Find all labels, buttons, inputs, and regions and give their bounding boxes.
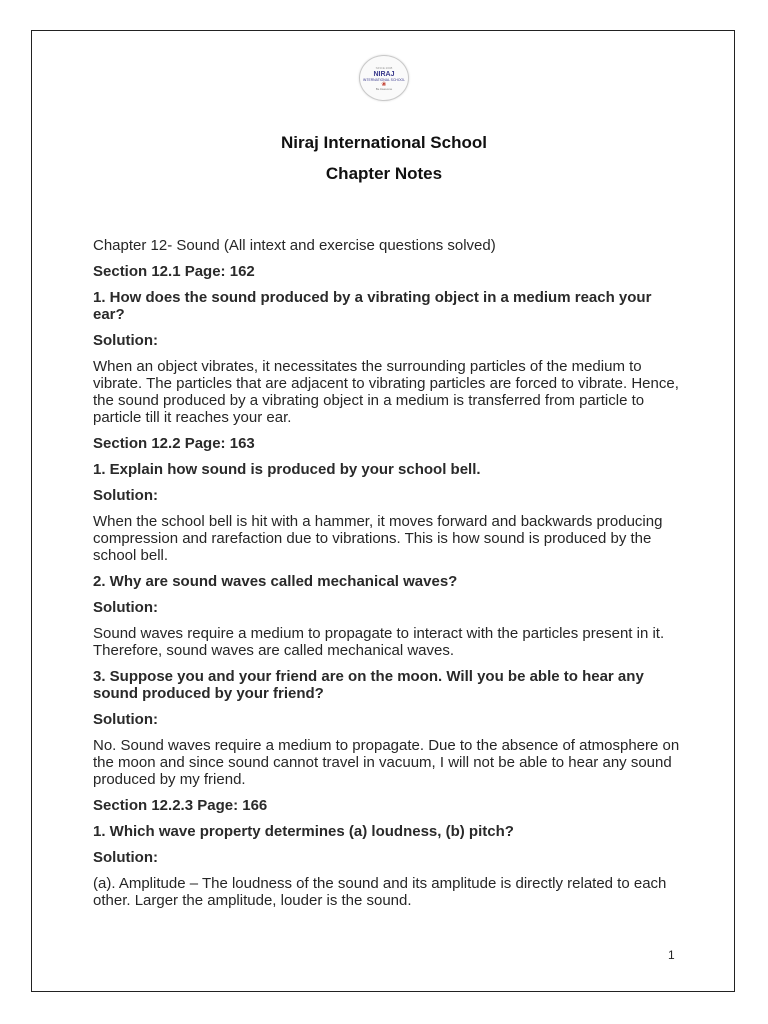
paragraph: When the school bell is hit with a hammer, it moves forward and backwards producing compression and rarefaction due to vibrations. This is how sound is produced by the school bell. <box>93 513 663 564</box>
heading-line: Section 12.2 Page: 163 <box>93 435 255 452</box>
heading-line: 3. Suppose you and your friend are on the moon. Will you be able to hear any sound produced by your friend? <box>93 668 644 702</box>
paragraph: No. Sound waves require a medium to propagate. Due to the absence of atmosphere on the moon and since sound cannot travel in vacuum, I will not be able to hear any sound produced by my friend. <box>93 737 680 788</box>
document-body <box>93 237 683 918</box>
logo-subtitle: INTERNATIONAL SCHOOL <box>362 77 405 82</box>
heading-line: Solution: <box>93 711 158 728</box>
school-name: Niraj International School <box>281 133 487 152</box>
paragraph: Sound waves require a medium to propagate to interact with the particles present in it. Therefore, sound waves are called mechanical waves. <box>93 625 665 659</box>
heading-line: 1. Which wave property determines (a) loudness, (b) pitch? <box>93 823 514 840</box>
logo-motto: Be Awesome <box>375 86 393 91</box>
heading-line: 1. Explain how sound is produced by your school bell. <box>93 461 481 478</box>
heading-line: Solution: <box>93 599 158 616</box>
logo-name: NIRAJ <box>373 70 395 78</box>
heading-line: Solution: <box>93 332 158 349</box>
heading-line: Section 12.2.3 Page: 166 <box>93 797 268 814</box>
paragraph: (a). Amplitude – The loudness of the sound and its amplitude is directly related to each other. Larger the amplitude, louder is the sound. <box>93 875 667 909</box>
heading-line: 1. How does the sound produced by a vibrating object in a medium reach your ear? <box>93 289 652 323</box>
paragraph: Chapter 12- Sound (All intext and exercise questions solved) <box>93 237 496 254</box>
heading-line: Section 12.1 Page: 162 <box>93 263 255 280</box>
school-logo <box>359 55 409 101</box>
logo-top-text: SINCE 2008 <box>375 65 393 70</box>
heading-line: Solution: <box>93 487 158 504</box>
paragraph: When an object vibrates, it necessitates the surrounding particles of the medium to vibrate. The particles that are adjacent to vibrating particles are forced to vibrate. Hence, the sound produced by a vibrating object in a medium is transferred from particle to particle till it reaches your ear. <box>93 358 679 426</box>
heading-line: Solution: <box>93 849 158 866</box>
document-title: Chapter Notes <box>325 164 443 183</box>
lotus-icon: ❀ <box>381 81 387 88</box>
heading-line: 2. Why are sound waves called mechanical waves? <box>93 573 458 590</box>
page-number: 1 <box>668 948 675 962</box>
